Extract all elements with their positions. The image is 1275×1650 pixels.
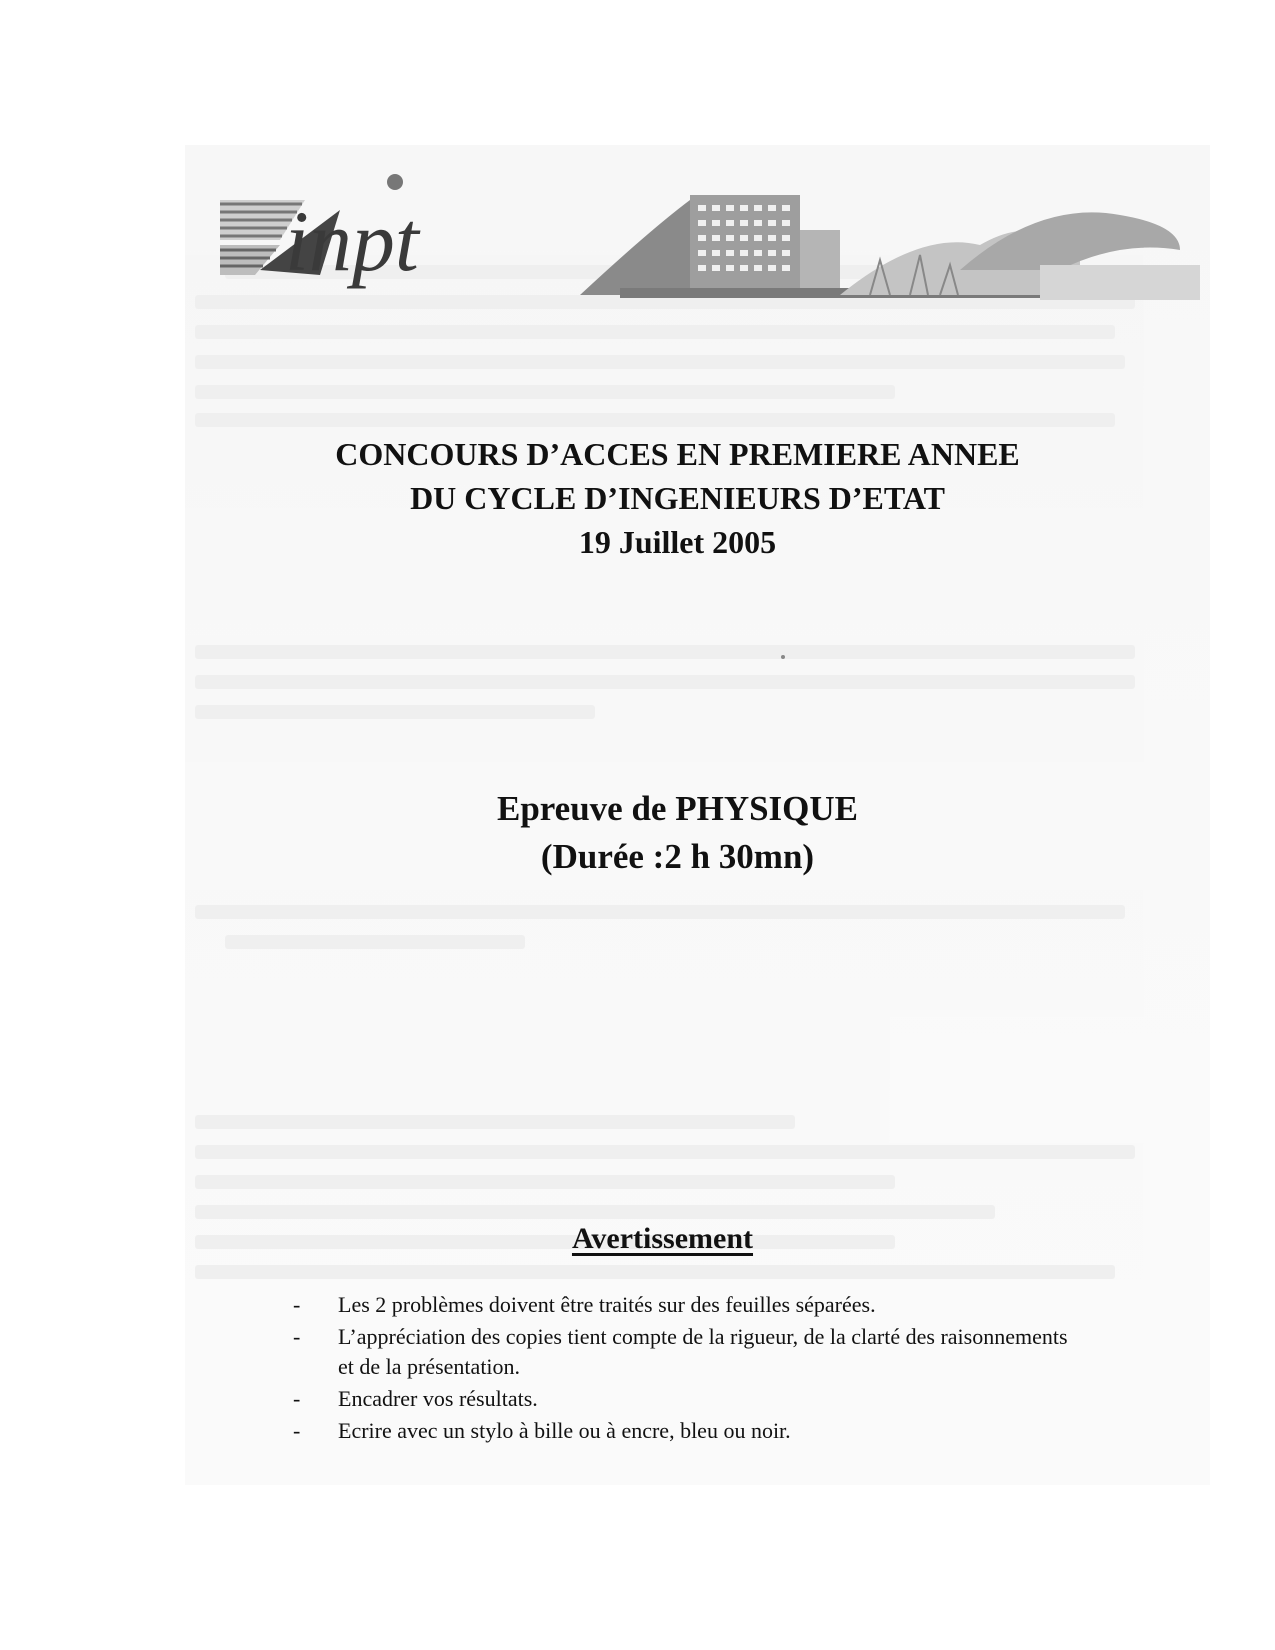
scan-speck bbox=[781, 655, 785, 659]
list-item: - L’appréciation des copies tient compte de la rigueur, de la clarté des raisonnements et de la présentation. bbox=[293, 1322, 1073, 1382]
exam-subject: Epreuve de PHYSIQUE bbox=[496, 789, 859, 828]
exam-date: 19 Juillet 2005 bbox=[578, 524, 777, 560]
warning-list bbox=[293, 1290, 1073, 1448]
title-line-1: CONCOURS D’ACCES EN PREMIERE ANNEE bbox=[335, 436, 1020, 472]
logo-dot-icon bbox=[387, 174, 403, 190]
exam-heading bbox=[0, 785, 1275, 881]
list-item: - Encadrer vos résultats. bbox=[293, 1384, 1073, 1414]
title-line-2: DU CYCLE D’INGENIEURS D’ETAT bbox=[410, 480, 945, 516]
list-item: - Ecrire avec un stylo à bille ou à encre, bleu ou noir. bbox=[293, 1416, 1073, 1446]
header-banner bbox=[220, 170, 1200, 330]
inpt-logo-banner bbox=[220, 170, 1200, 330]
warning-heading: Avertissement bbox=[571, 1222, 754, 1255]
logo-text: inpt bbox=[285, 193, 419, 289]
exam-duration: (Durée :2 h 30mn) bbox=[540, 837, 815, 876]
campus-building-image bbox=[580, 195, 1200, 300]
contest-title bbox=[0, 432, 1275, 564]
list-item: - Les 2 problèmes doivent être traités sur des feuilles séparées. bbox=[293, 1290, 1073, 1320]
